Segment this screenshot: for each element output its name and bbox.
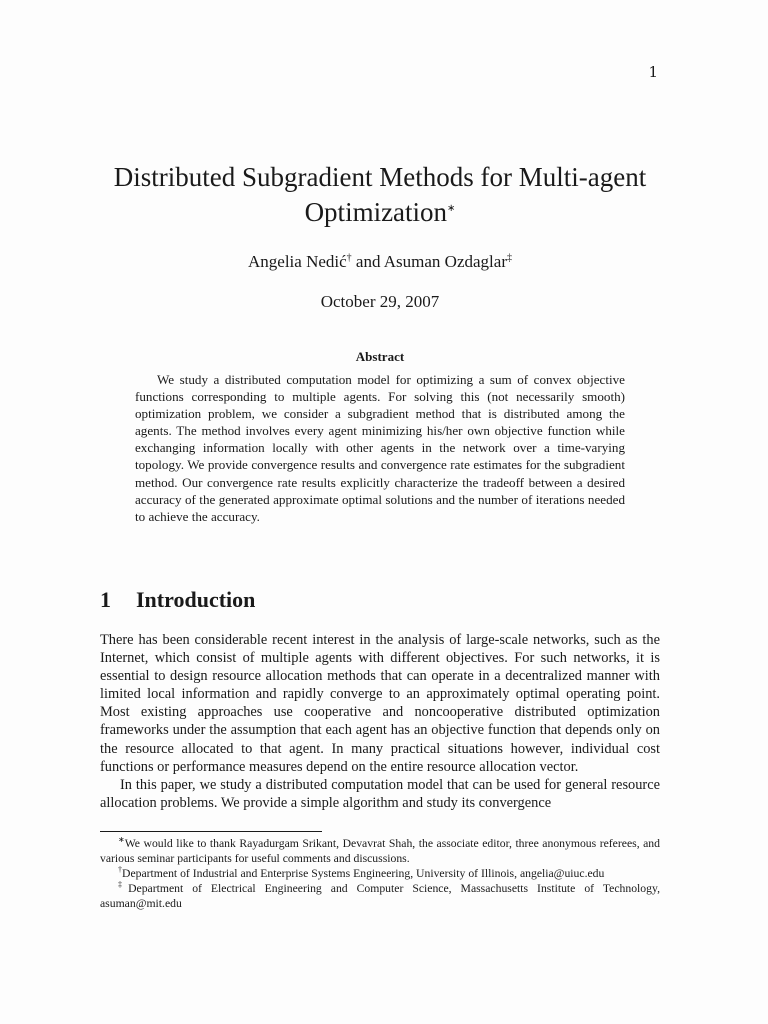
section-heading (100, 587, 660, 613)
page-number: 1 (648, 63, 658, 81)
footnote-text: Department of Industrial and Enterprise Systems Engineering, University of Illinois, angelia@uiuc.edu (122, 867, 605, 880)
footnote-mark: ∗ (118, 835, 125, 845)
paper-date: October 29, 2007 (320, 292, 440, 311)
abstract (135, 349, 625, 525)
footnote-mark: † (118, 865, 122, 875)
author-ozdaglar: Asuman Ozdaglar (383, 252, 507, 271)
section-number: 1 (100, 587, 111, 612)
footnote-text: We would like to thank Rayadurgam Srikant, Devavrat Shah, the associate editor, three anonymous referees, and various seminar participants for useful comments and discussions. (100, 837, 660, 865)
author-separator: and (355, 252, 381, 271)
footnote-mark: ‡ (118, 880, 129, 890)
footnote-acknowledgement (100, 836, 660, 866)
abstract-body: We study a distributed computation model for optimizing a sum of convex objective functions corresponding to multiple agents. For solving this (not necessarily smooth) optimization problem, we consider a subgradient method that is distributed among the agents. The method involves every agent minimizing his/her own objective function while exchanging information locally with other agents in the network over a time-varying topology. We provide convergence results and convergence rate estimates for the subgradient method. Our convergence rate results explicitly characterize the tradeoff between a desired accuracy of the generated approximate optimal solutions and the number of iterations needed to achieve the accuracy. (135, 372, 625, 524)
footnote-rule (100, 831, 322, 832)
paper-title-text: Distributed Subgradient Methods for Multi-agent Optimization (113, 162, 647, 227)
intro-paragraph-2: In this paper, we study a distributed computation model that can be used for general resource allocation problems. We provide a simple algorithm and study its convergence (100, 776, 660, 811)
footnotes (100, 831, 660, 911)
footnote-ozdaglar-affiliation (100, 881, 660, 911)
intro-paragraph-1: There has been considerable recent interest in the analysis of large-scale networks, such as the Internet, which consist of multiple agents with different objectives. For such networks, it is essential to design resource allocation methods that can operate in a decentralized manner with limited local information and rapidly converge to an approximately optimal operating point. Most existing approaches use cooperative and noncooperative distributed optimization frameworks under the assumption that each agent has an objective function that depends only on the resource allocated to that agent. In many practical situations however, individual cost functions or performance measures depend on the entire resource allocation vector. (100, 632, 660, 775)
author-nedic: Angelia Nedić (248, 252, 347, 271)
title-footnote-mark: ∗ (447, 203, 456, 214)
section-introduction (100, 587, 660, 812)
author-nedic-mark: † (346, 252, 352, 264)
authors (100, 252, 660, 272)
footnote-nedic-affiliation (100, 866, 660, 881)
title-block (100, 160, 660, 312)
footnote-text: Department of Electrical Engineering and Computer Science, Massachusetts Institute of Technology, asuman@mit.edu (100, 882, 660, 910)
paper-title (100, 160, 660, 230)
section-title: Introduction (136, 587, 256, 612)
abstract-heading: Abstract (355, 349, 405, 364)
author-ozdaglar-mark: ‡ (506, 252, 512, 264)
